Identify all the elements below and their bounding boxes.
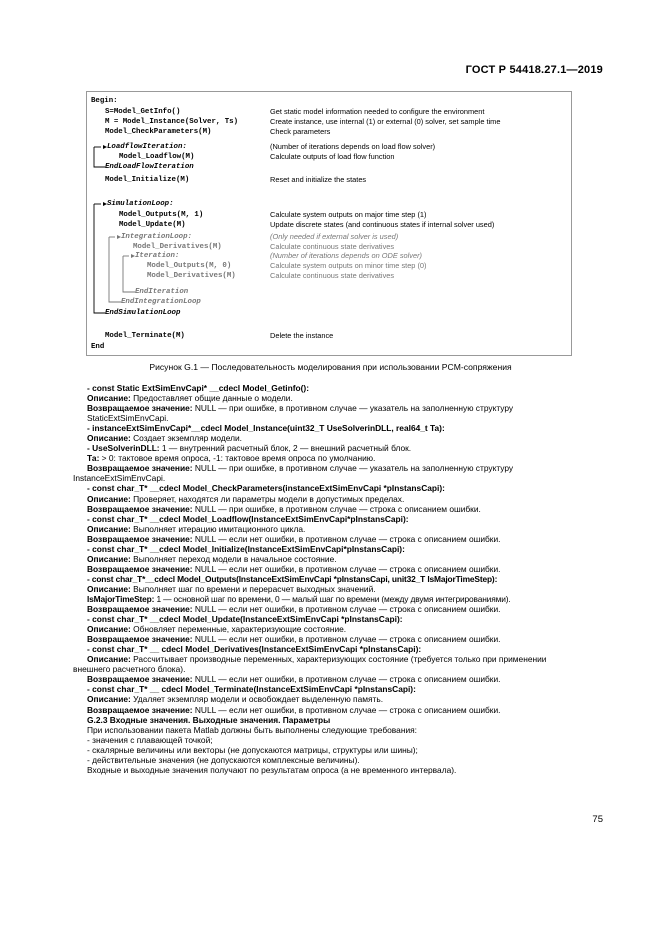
code-line: S=Model_GetInfo() <box>105 108 181 116</box>
label: Описание: <box>87 624 131 635</box>
code-desc: (Number of iterations depends on ODE solver) <box>270 251 422 260</box>
text: Проверяет, находятся ли параметры модели в допустимых пределах. <box>130 493 405 504</box>
code-line: M = Model_Instance(Solver, Ts) <box>105 118 239 126</box>
label: Возвращаемое значение: <box>87 604 193 615</box>
code-line: EndLoadFlowIteration <box>105 163 194 171</box>
page-number: 75 <box>592 814 603 825</box>
function-signature: - const char_T* __cdecl Model_CheckParameters(instanceExtSimEnvCapi *pInstansCapi): <box>87 483 445 494</box>
label: Описание: <box>87 694 131 705</box>
code-line: LoadflowIteration: <box>107 143 187 151</box>
text: NULL — если нет ошибки, в противном случае — строка с описанием ошибки. <box>192 634 501 645</box>
figure-caption: Рисунок G.1 — Последовательность моделирования при использовании PCM-сопряжения <box>149 362 512 372</box>
code-line: Model_Outputs(M, 1) <box>119 211 204 219</box>
text: NULL — если нет ошибки, в противном случае — строка с описанием ошибки. <box>192 604 501 615</box>
code-desc: Check parameters <box>270 127 331 136</box>
text: NULL — если нет ошибки, в противном случае — строка с описанием ошибки. <box>192 533 501 544</box>
label: Описание: <box>87 433 131 444</box>
code-desc: Calculate continuous state derivatives <box>270 242 395 251</box>
code-line: Iteration: <box>135 252 180 260</box>
label: Описание: <box>87 393 131 404</box>
label: Возвращаемое значение: <box>87 634 193 645</box>
paragraph: При использовании пакета Matlab должны быть выполнены следующие требования: <box>87 724 417 735</box>
code-line: Model_CheckParameters(M) <box>105 128 212 136</box>
text: 1 — внутренний расчетный блок, 2 — внешний расчетный блок. <box>159 443 412 454</box>
code-line: Model_Initialize(M) <box>105 176 190 184</box>
text: > 0: тактовое время опроса, -1: тактовое время опроса по умолчанию. <box>99 453 376 464</box>
code-line: Model_Loadflow(M) <box>119 153 195 161</box>
code-line: SimulationLoop: <box>107 200 174 208</box>
body-text <box>73 383 583 775</box>
label: Описание: <box>87 583 131 594</box>
text: Рассчитывает производные переменных, характеризующих состояние (требуется только при применении внешнего расчетного блока). <box>73 654 547 675</box>
code-line: Model_Terminate(M) <box>105 332 185 340</box>
code-line: Model_Derivatives(M) <box>133 243 222 251</box>
function-signature: - const char_T* __ cdecl Model_Terminate(InstanceExtSimEnvCapi *pInstansCapi): <box>87 684 416 695</box>
label: Возвращаемое значение: <box>87 403 193 414</box>
code-desc: (Number of iterations depends on load flow solver) <box>270 142 436 151</box>
text: Удаляет экземпляр модели и освобождает выделенную память. <box>130 694 384 705</box>
text: Выполняет переход модели в начальное состояние. <box>130 553 337 564</box>
function-signature: - instanceExtSimEnvCapi*__cdecl Model_Instance(uint32_T UseSolverinDLL, real64_t Ta): <box>87 423 445 434</box>
code-desc: Update discrete states (and continuous states if internal solver used) <box>270 220 495 229</box>
function-signature: - const char_T* __cdecl Model_Initialize(InstanceExtSimEnvCapi*pInstansCapi): <box>87 543 405 554</box>
text: NULL — при ошибке, в противном случае — строка с описанием ошибки. <box>192 503 481 514</box>
code-line: EndIntegrationLoop <box>121 298 201 306</box>
code-desc: Calculate continuous state derivatives <box>270 271 395 280</box>
code-desc: Calculate outputs of load flow function <box>270 152 395 161</box>
text: Предоставляет общие данные о модели. <box>130 393 293 404</box>
code-line: IntegrationLoop: <box>121 233 192 241</box>
code-line: EndIteration <box>135 288 189 296</box>
text: 1 — основной шаг по времени, 0 — малый шаг по времени (между двумя интегрированиями). <box>154 593 511 604</box>
label: Возвращаемое значение: <box>87 674 193 685</box>
function-signature: - const char_T* __cdecl Model_Loadflow(InstanceExtSimEnvCapi*pInstansCapi): <box>87 513 409 524</box>
code-line: EndSimulationLoop <box>105 309 181 317</box>
text: Обновляет переменные, характеризующие состояние. <box>130 624 347 635</box>
text: Создает экземпляр модели. <box>130 433 243 444</box>
simulation-sequence-figure <box>86 91 572 356</box>
code-line: Begin: <box>91 97 118 105</box>
text: NULL — если нет ошибки, в противном случае — строка с описанием ошибки. <box>192 563 501 574</box>
text: NULL — при ошибке, в противном случае — указатель на заполненную структуру StaticExtSimEnvCapi. <box>87 403 514 424</box>
document-header: ГОСТ Р 54418.27.1—2019 <box>465 64 603 76</box>
text: Выполняет шаг по времени и перерасчет выходных значений. <box>130 583 376 594</box>
function-signature: - const char_T*__cdecl Model_Outputs(InstanceExtSimEnvCapi *pInstansCapi, unit32_T IsMajorTimeStep): <box>87 573 498 584</box>
code-desc: Reset and initialize the states <box>270 175 367 184</box>
label: Описание: <box>87 523 131 534</box>
section-heading: G.2.3 Входные значения. Выходные значения. Параметры <box>87 714 331 725</box>
label: - UseSolverinDLL: <box>87 443 160 454</box>
list-item: - скалярные величины или векторы (не допускаются матрицы, структуры или шины); <box>87 744 418 755</box>
label: IsMajorTimeStep: <box>87 593 155 604</box>
function-signature: - const char_T* __ cdecl Model_Derivatives(InstanceExtSimEnvCapi *pInstansCapi): <box>87 644 422 655</box>
function-signature: - const Static ExtSimEnvCapi* __cdecl Model_Getinfo(): <box>87 383 309 393</box>
code-desc: (Only needed if external solver is used) <box>270 232 399 241</box>
label: Описание: <box>87 493 131 504</box>
text: NULL — если нет ошибки, в противном случае — строка с описанием ошибки. <box>192 674 501 685</box>
label: Возвращаемое значение: <box>87 533 193 544</box>
code-line: End <box>91 343 105 351</box>
label: Та: <box>87 453 100 464</box>
list-item: - действительные значения (не допускаются комплексные величины). <box>87 754 360 765</box>
label: Возвращаемое значение: <box>87 704 193 715</box>
text: NULL — если нет ошибки, в противном случае — строка с описанием ошибки. <box>192 704 501 715</box>
code-line: Model_Derivatives(M) <box>147 272 236 280</box>
text: Выполняет итерацию имитационного цикла. <box>130 523 306 534</box>
list-item: - значения с плавающей точкой; <box>87 734 213 745</box>
label: Описание: <box>87 654 131 665</box>
code-line: Model_Outputs(M, 0) <box>147 262 232 270</box>
code-line: Model_Update(M) <box>119 221 186 229</box>
code-desc: Create instance, use internal (1) or external (0) solver, set sample time <box>270 117 501 126</box>
code-desc: Get static model information needed to configure the environment <box>270 107 485 116</box>
label: Возвращаемое значение: <box>87 563 193 574</box>
label: Возвращаемое значение: <box>87 503 193 514</box>
function-signature: - const char_T* __cdecl Model_Update(InstanceExtSimEnvCapi *pInstansCapi): <box>87 614 403 625</box>
code-desc: Calculate system outputs on major time step (1) <box>270 210 427 219</box>
text: NULL — при ошибке, в противном случае — указатель на заполненную структуру InstanceExtSimEnvCapi. <box>73 463 514 484</box>
code-desc: Calculate system outputs on minor time step (0) <box>270 261 427 270</box>
paragraph: Входные и выходные значения получают по результатам опроса (а не временного интервала). <box>87 764 457 775</box>
code-desc: Delete the instance <box>270 331 334 340</box>
label: Описание: <box>87 553 131 564</box>
label: Возвращаемое значение: <box>87 463 193 474</box>
